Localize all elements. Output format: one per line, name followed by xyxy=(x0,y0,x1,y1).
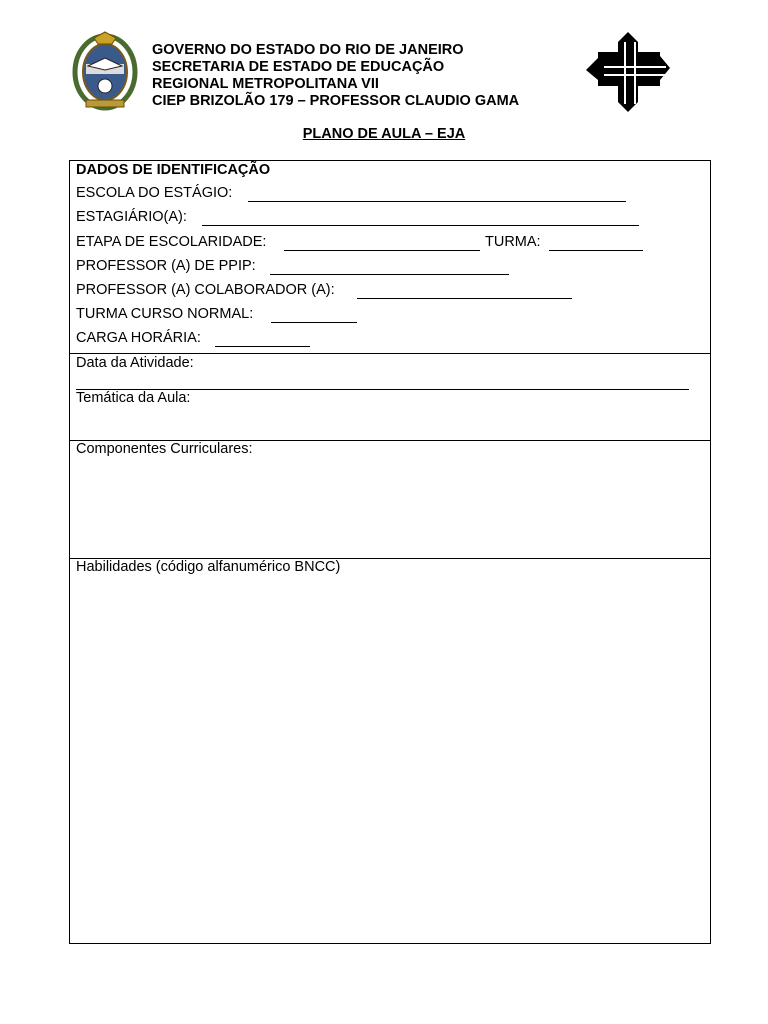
identification-heading: DADOS DE IDENTIFICAÇÃO xyxy=(76,162,271,178)
normal-course-class-label: TURMA CURSO NORMAL: xyxy=(76,306,254,322)
lesson-plan-form xyxy=(69,160,711,944)
collaborating-teacher-label: PROFESSOR (A) COLABORADOR (A): xyxy=(76,282,335,298)
intern-label: ESTAGIÁRIO(A): xyxy=(76,209,187,225)
school-input-line[interactable] xyxy=(248,201,626,202)
stage-input-line[interactable] xyxy=(284,250,480,251)
workload-label: CARGA HORÁRIA: xyxy=(76,330,201,346)
curricular-components-label: Componentes Curriculares: xyxy=(76,441,253,457)
regional-line: REGIONAL METROPOLITANA VII xyxy=(152,76,379,92)
activity-date-label: Data da Atividade: xyxy=(76,355,194,371)
institution-heading xyxy=(152,42,519,110)
document-header xyxy=(0,0,768,120)
workload-input-line[interactable] xyxy=(215,346,310,347)
document-title: PLANO DE AULA – EJA xyxy=(302,126,466,142)
ciep-cross-logo-icon xyxy=(584,32,674,114)
curricular-components-section[interactable] xyxy=(70,441,710,559)
school-label: ESCOLA DO ESTÁGIO: xyxy=(76,185,233,201)
class-label: TURMA: xyxy=(485,234,541,250)
class-input-line[interactable] xyxy=(549,250,643,251)
government-line: GOVERNO DO ESTADO DO RIO DE JANEIRO xyxy=(152,42,464,58)
skills-section[interactable] xyxy=(70,559,710,943)
ppip-teacher-input-line[interactable] xyxy=(270,274,509,275)
identification-section xyxy=(70,161,710,354)
activity-section xyxy=(70,354,710,441)
school-line: CIEP BRIZOLÃO 179 – PROFESSOR CLAUDIO GAMA xyxy=(152,93,520,109)
normal-course-class-input-line[interactable] xyxy=(271,322,357,323)
stage-label: ETAPA DE ESCOLARIDADE: xyxy=(76,234,267,250)
secretariat-line: SECRETARIA DE ESTADO DE EDUCAÇÃO xyxy=(152,59,445,75)
lesson-theme-label: Temática da Aula: xyxy=(76,390,191,406)
collaborating-teacher-input-line[interactable] xyxy=(357,298,572,299)
intern-input-line[interactable] xyxy=(202,225,639,226)
ppip-teacher-label: PROFESSOR (A) DE PPIP: xyxy=(76,258,256,274)
skills-label: Habilidades (código alfanumérico BNCC) xyxy=(76,559,341,575)
rio-de-janeiro-coat-of-arms-icon xyxy=(72,30,138,112)
